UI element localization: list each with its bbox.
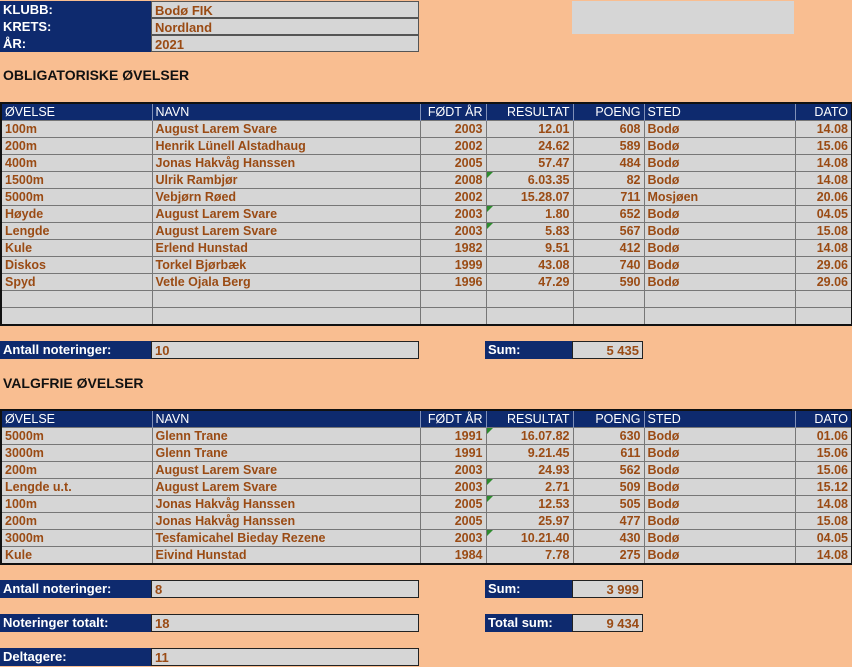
cell-dato[interactable]: 04.05 <box>795 530 852 547</box>
cell-resultat[interactable]: 2.71 <box>486 479 573 496</box>
col-ovelse: ØVELSE <box>1 103 152 121</box>
cell-ovelse[interactable]: 100m <box>1 496 152 513</box>
table-row <box>1 479 852 496</box>
table-row <box>1 172 852 189</box>
table-row <box>1 428 852 445</box>
col-poeng: POENG <box>573 410 644 428</box>
cell-poeng[interactable]: 652 <box>573 206 644 223</box>
cell-ovelse[interactable]: Spyd <box>1 274 152 291</box>
cell-fodt[interactable]: 2003 <box>420 121 486 138</box>
empty-cell[interactable] <box>644 308 795 325</box>
cell-dato[interactable]: 20.06 <box>795 189 852 206</box>
empty-cell[interactable] <box>795 308 852 325</box>
table-row <box>1 189 852 206</box>
cell-poeng[interactable]: 611 <box>573 445 644 462</box>
cell-ovelse[interactable]: 100m <box>1 121 152 138</box>
cell-navn[interactable]: Torkel Bjørbæk <box>152 257 420 274</box>
col-sted: STED <box>644 410 795 428</box>
cell-dato[interactable]: 29.06 <box>795 274 852 291</box>
cell-navn[interactable]: Jonas Hakvåg Hanssen <box>152 513 420 530</box>
table-row <box>1 138 852 155</box>
cell-ovelse[interactable]: 5000m <box>1 428 152 445</box>
cell-navn[interactable]: Glenn Trane <box>152 428 420 445</box>
table-row <box>1 547 852 565</box>
table-row <box>1 121 852 138</box>
empty-cell[interactable] <box>152 308 420 325</box>
cell-sted[interactable]: Bodø <box>644 496 795 513</box>
cell-resultat[interactable]: 15.28.07 <box>486 189 573 206</box>
oblig-sum-label: Sum: <box>485 341 572 359</box>
cell-poeng[interactable]: 275 <box>573 547 644 565</box>
cell-resultat[interactable]: 10.21.40 <box>486 530 573 547</box>
col-navn: NAVN <box>152 103 420 121</box>
cell-fodt[interactable]: 2002 <box>420 189 486 206</box>
cell-dato[interactable]: 15.08 <box>795 223 852 240</box>
cell-fodt[interactable]: 1996 <box>420 274 486 291</box>
cell-fodt[interactable]: 1982 <box>420 240 486 257</box>
cell-navn[interactable]: August Larem Svare <box>152 479 420 496</box>
cell-poeng[interactable]: 711 <box>573 189 644 206</box>
cell-navn[interactable]: Jonas Hakvåg Hanssen <box>152 496 420 513</box>
cell-sted[interactable]: Bodø <box>644 138 795 155</box>
cell-navn[interactable]: August Larem Svare <box>152 223 420 240</box>
cell-fodt[interactable]: 1999 <box>420 257 486 274</box>
optional-table <box>0 409 852 565</box>
col-poeng: POENG <box>573 103 644 121</box>
cell-navn[interactable]: Tesfamicahel Bieday Rezene <box>152 530 420 547</box>
cell-sted[interactable]: Bodø <box>644 445 795 462</box>
oblig-count-label: Antall noteringer: <box>0 341 151 359</box>
table-row <box>1 445 852 462</box>
deltagere-value[interactable]: 11 <box>151 648 419 666</box>
table-row <box>1 257 852 274</box>
cell-navn[interactable]: Henrik Lünell Alstadhaug <box>152 138 420 155</box>
cell-navn[interactable]: August Larem Svare <box>152 462 420 479</box>
klubb-value[interactable]: Bodø FIK <box>151 1 419 18</box>
cell-ovelse[interactable]: 3000m <box>1 445 152 462</box>
cell-ovelse[interactable]: 5000m <box>1 189 152 206</box>
cell-fodt[interactable]: 2005 <box>420 496 486 513</box>
obligatory-table <box>0 102 852 326</box>
cell-sted[interactable]: Bodø <box>644 121 795 138</box>
cell-resultat[interactable]: 43.08 <box>486 257 573 274</box>
cell-fodt[interactable]: 2005 <box>420 513 486 530</box>
empty-cell[interactable] <box>1 308 152 325</box>
empty-cell[interactable] <box>420 291 486 308</box>
cell-resultat[interactable]: 1.80 <box>486 206 573 223</box>
table-row <box>1 240 852 257</box>
opt-sum-label: Sum: <box>485 580 572 598</box>
opt-sum-value[interactable]: 3 999 <box>572 580 643 598</box>
table-row <box>1 462 852 479</box>
cell-dato[interactable]: 14.08 <box>795 240 852 257</box>
cell-poeng[interactable]: 509 <box>573 479 644 496</box>
cell-navn[interactable]: Vetle Ojala Berg <box>152 274 420 291</box>
cell-navn[interactable]: Vebjørn Røed <box>152 189 420 206</box>
cell-dato[interactable]: 15.06 <box>795 138 852 155</box>
cell-resultat[interactable]: 9.51 <box>486 240 573 257</box>
empty-row <box>1 291 852 308</box>
cell-poeng[interactable]: 608 <box>573 121 644 138</box>
cell-poeng[interactable]: 82 <box>573 172 644 189</box>
cell-fodt[interactable]: 2003 <box>420 479 486 496</box>
cell-poeng[interactable]: 589 <box>573 138 644 155</box>
table-row <box>1 223 852 240</box>
oblig-sum-value[interactable]: 5 435 <box>572 341 643 359</box>
cell-poeng[interactable]: 430 <box>573 530 644 547</box>
opt-count-value[interactable]: 8 <box>151 580 419 598</box>
cell-poeng[interactable]: 567 <box>573 223 644 240</box>
total-sum-label: Total sum: <box>485 614 572 632</box>
cell-sted[interactable]: Bodø <box>644 206 795 223</box>
table-row <box>1 155 852 172</box>
cell-sted[interactable]: Bodø <box>644 223 795 240</box>
cell-sted[interactable]: Bodø <box>644 462 795 479</box>
cell-fodt[interactable]: 2002 <box>420 138 486 155</box>
cell-sted[interactable]: Bodø <box>644 257 795 274</box>
optional-title: VALGFRIE ØVELSER <box>3 375 144 391</box>
cell-dato[interactable]: 14.08 <box>795 155 852 172</box>
col-dato: DATO <box>795 103 852 121</box>
cell-ovelse[interactable]: 200m <box>1 513 152 530</box>
cell-fodt[interactable]: 2003 <box>420 223 486 240</box>
obligatory-title: OBLIGATORISKE ØVELSER <box>3 67 190 83</box>
empty-cell[interactable] <box>420 308 486 325</box>
cell-poeng[interactable]: 412 <box>573 240 644 257</box>
col-dato: DATO <box>795 410 852 428</box>
deltagere-label: Deltagere: <box>0 648 151 666</box>
empty-cell[interactable] <box>1 291 152 308</box>
empty-cell[interactable] <box>644 291 795 308</box>
cell-poeng[interactable]: 484 <box>573 155 644 172</box>
cell-ovelse[interactable]: 200m <box>1 462 152 479</box>
cell-ovelse[interactable]: 200m <box>1 138 152 155</box>
cell-resultat[interactable]: 57.47 <box>486 155 573 172</box>
cell-dato[interactable]: 15.06 <box>795 445 852 462</box>
empty-cell[interactable] <box>573 291 644 308</box>
cell-dato[interactable]: 14.08 <box>795 547 852 565</box>
cell-navn[interactable]: August Larem Svare <box>152 206 420 223</box>
total-count-value[interactable]: 18 <box>151 614 419 632</box>
cell-dato[interactable]: 14.08 <box>795 172 852 189</box>
empty-cell[interactable] <box>486 308 573 325</box>
cell-dato[interactable]: 14.08 <box>795 496 852 513</box>
cell-fodt[interactable]: 1991 <box>420 445 486 462</box>
cell-fodt[interactable]: 2003 <box>420 530 486 547</box>
klubb-label: KLUBB: <box>0 1 151 18</box>
blank-grey-cell <box>572 1 794 34</box>
cell-resultat[interactable]: 5.83 <box>486 223 573 240</box>
col-resultat: RESULTAT <box>486 410 573 428</box>
cell-navn[interactable]: Eivind Hunstad <box>152 547 420 565</box>
cell-ovelse[interactable]: 1500m <box>1 172 152 189</box>
cell-dato[interactable]: 29.06 <box>795 257 852 274</box>
cell-fodt[interactable]: 2003 <box>420 462 486 479</box>
cell-dato[interactable]: 15.08 <box>795 513 852 530</box>
table-row <box>1 274 852 291</box>
cell-navn[interactable]: Ulrik Rambjør <box>152 172 420 189</box>
cell-poeng[interactable]: 562 <box>573 462 644 479</box>
cell-dato[interactable]: 15.06 <box>795 462 852 479</box>
cell-poeng[interactable]: 477 <box>573 513 644 530</box>
cell-sted[interactable]: Bodø <box>644 428 795 445</box>
empty-cell[interactable] <box>573 308 644 325</box>
cell-fodt[interactable]: 2003 <box>420 206 486 223</box>
table-row <box>1 496 852 513</box>
empty-row <box>1 308 852 325</box>
cell-ovelse[interactable]: Kule <box>1 547 152 565</box>
opt-count-label: Antall noteringer: <box>0 580 151 598</box>
ar-value[interactable]: 2021 <box>151 35 419 52</box>
cell-fodt[interactable]: 2005 <box>420 155 486 172</box>
cell-sted[interactable]: Bodø <box>644 155 795 172</box>
cell-resultat[interactable]: 7.78 <box>486 547 573 565</box>
cell-resultat[interactable]: 12.53 <box>486 496 573 513</box>
cell-resultat[interactable]: 12.01 <box>486 121 573 138</box>
cell-fodt[interactable]: 1984 <box>420 547 486 565</box>
cell-ovelse[interactable]: Høyde <box>1 206 152 223</box>
cell-navn[interactable]: Erlend Hunstad <box>152 240 420 257</box>
cell-resultat[interactable]: 24.93 <box>486 462 573 479</box>
total-sum-value[interactable]: 9 434 <box>572 614 643 632</box>
cell-resultat[interactable]: 6.03.35 <box>486 172 573 189</box>
cell-sted[interactable]: Bodø <box>644 240 795 257</box>
cell-ovelse[interactable]: Diskos <box>1 257 152 274</box>
cell-sted[interactable]: Bodø <box>644 479 795 496</box>
cell-resultat[interactable]: 9.21.45 <box>486 445 573 462</box>
col-fodt: FØDT ÅR <box>420 103 486 121</box>
cell-dato[interactable]: 01.06 <box>795 428 852 445</box>
cell-poeng[interactable]: 505 <box>573 496 644 513</box>
cell-ovelse[interactable]: Lengde <box>1 223 152 240</box>
cell-poeng[interactable]: 590 <box>573 274 644 291</box>
empty-cell[interactable] <box>795 291 852 308</box>
col-navn: NAVN <box>152 410 420 428</box>
empty-cell[interactable] <box>152 291 420 308</box>
empty-cell[interactable] <box>486 291 573 308</box>
cell-sted[interactable]: Bodø <box>644 513 795 530</box>
col-fodt: FØDT ÅR <box>420 410 486 428</box>
cell-navn[interactable]: Jonas Hakvåg Hanssen <box>152 155 420 172</box>
cell-sted[interactable]: Bodø <box>644 547 795 565</box>
cell-resultat[interactable]: 25.97 <box>486 513 573 530</box>
oblig-count-value[interactable]: 10 <box>151 341 419 359</box>
table-row <box>1 513 852 530</box>
cell-ovelse[interactable]: 3000m <box>1 530 152 547</box>
cell-sted[interactable]: Mosjøen <box>644 189 795 206</box>
cell-fodt[interactable]: 1991 <box>420 428 486 445</box>
total-count-label: Noteringer totalt: <box>0 614 151 632</box>
krets-value[interactable]: Nordland <box>151 18 419 35</box>
cell-dato[interactable]: 04.05 <box>795 206 852 223</box>
col-resultat: RESULTAT <box>486 103 573 121</box>
cell-navn[interactable]: Glenn Trane <box>152 445 420 462</box>
cell-dato[interactable]: 15.12 <box>795 479 852 496</box>
cell-fodt[interactable]: 2008 <box>420 172 486 189</box>
cell-resultat[interactable]: 16.07.82 <box>486 428 573 445</box>
table-row <box>1 530 852 547</box>
cell-sted[interactable]: Bodø <box>644 530 795 547</box>
cell-poeng[interactable]: 740 <box>573 257 644 274</box>
ar-label: ÅR: <box>0 35 151 52</box>
cell-ovelse[interactable]: Kule <box>1 240 152 257</box>
cell-resultat[interactable]: 24.62 <box>486 138 573 155</box>
cell-navn[interactable]: August Larem Svare <box>152 121 420 138</box>
col-ovelse: ØVELSE <box>1 410 152 428</box>
table-row <box>1 206 852 223</box>
cell-ovelse[interactable]: 400m <box>1 155 152 172</box>
krets-label: KRETS: <box>0 18 151 35</box>
cell-dato[interactable]: 14.08 <box>795 121 852 138</box>
cell-poeng[interactable]: 630 <box>573 428 644 445</box>
table-header-row <box>1 410 852 428</box>
cell-resultat[interactable]: 47.29 <box>486 274 573 291</box>
table-header-row <box>1 103 852 121</box>
col-sted: STED <box>644 103 795 121</box>
cell-ovelse[interactable]: Lengde u.t. <box>1 479 152 496</box>
cell-sted[interactable]: Bodø <box>644 274 795 291</box>
cell-sted[interactable]: Bodø <box>644 172 795 189</box>
